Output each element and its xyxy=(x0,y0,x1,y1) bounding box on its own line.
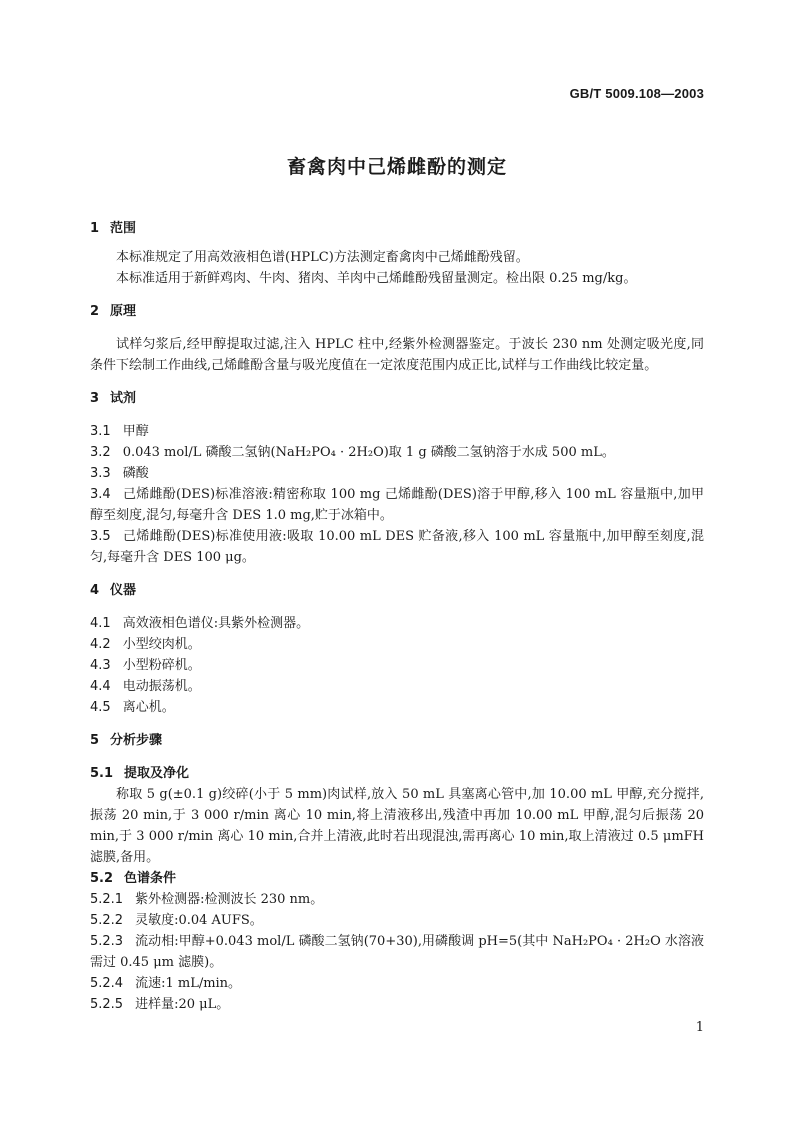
subsection-heading-extraction xyxy=(90,763,704,784)
section-title: 仪器 xyxy=(110,583,137,598)
item-text: 灵敏度:0.04 AUFS。 xyxy=(135,913,263,928)
list-item xyxy=(90,526,704,568)
list-item xyxy=(90,676,704,697)
item-number: 3.1 xyxy=(90,424,111,439)
list-item xyxy=(90,484,704,526)
item-number: 3.3 xyxy=(90,466,111,481)
item-text: 小型粉碎机。 xyxy=(122,658,201,673)
item-number: 5.2.3 xyxy=(90,934,124,949)
standard-number: GB/T 5009.108—2003 xyxy=(569,86,704,101)
subsection-number: 5.2 xyxy=(90,871,114,886)
list-item xyxy=(90,889,704,910)
subsection-title: 色谱条件 xyxy=(124,871,177,886)
item-number: 4.2 xyxy=(90,637,111,652)
list-item xyxy=(90,655,704,676)
paragraph: 试样匀浆后,经甲醇提取过滤,注入 HPLC 柱中,经紫外检测器鉴定。于波长 230 nm 处测定吸光度,同条件下绘制工作曲线,己烯雌酚含量与吸光度值在一定浓度范围内成正比,试样与工作曲线比较定量。 xyxy=(90,337,704,373)
section-title: 范围 xyxy=(110,221,137,236)
item-text: 紫外检测器:检测波长 230 nm。 xyxy=(135,892,324,907)
item-number: 5.2.2 xyxy=(90,913,124,928)
list-item xyxy=(90,421,704,442)
item-number: 5.2.5 xyxy=(90,997,124,1012)
subsection-title: 提取及净化 xyxy=(124,766,190,781)
item-text: 己烯雌酚(DES)标准溶液:精密称取 100 mg 己烯雌酚(DES)溶于甲醇,移入 100 mL 容量瓶中,加甲醇至刻度,混匀,每毫升含 DES 1.0 mg,贮于冰箱中。 xyxy=(90,487,704,523)
paragraph: 本标准规定了用高效液相色谱(HPLC)方法测定畜禽肉中己烯雌酚残留。 xyxy=(116,250,529,265)
item-text: 流速:1 mL/min。 xyxy=(135,976,242,991)
item-text: 离心机。 xyxy=(122,700,175,715)
section-heading-apparatus xyxy=(90,580,704,601)
section-heading-principle xyxy=(90,301,704,322)
section-title: 原理 xyxy=(110,304,137,319)
list-item xyxy=(90,634,704,655)
section-heading-scope xyxy=(90,218,704,239)
item-number: 5.2.4 xyxy=(90,976,124,991)
item-text: 磷酸 xyxy=(122,466,149,481)
page-number: 1 xyxy=(695,1020,704,1035)
item-text: 0.043 mol/L 磷酸二氢钠(NaH₂PO₄ · 2H₂O)取 1 g 磷酸二氢钠溶于水成 500 mL。 xyxy=(122,445,615,460)
item-text: 甲醇 xyxy=(122,424,149,439)
item-number: 4.1 xyxy=(90,616,111,631)
list-item xyxy=(90,994,704,1015)
paragraph: 称取 5 g(±0.1 g)绞碎(小于 5 mm)肉试样,放入 50 mL 具塞离心管中,加 10.00 mL 甲醇,充分搅拌,振荡 20 min,于 3 000 r/min 离心 10 min,将上清液移出,残渣中再加 10.00 mL 甲醇,混匀后振荡 20 min,于 3 000 r/min 离心 10 min,合并上清液,此时若出现混浊,需再离心 10 min,取上清液过 0.5 μmFH 滤膜,备用。 xyxy=(90,787,704,865)
section-number: 5 xyxy=(90,733,100,748)
item-text: 己烯雌酚(DES)标准使用液:吸取 10.00 mL DES 贮备液,移入 100 mL 容量瓶中,加甲醇至刻度,混匀,每毫升含 DES 100 μg。 xyxy=(90,529,704,565)
list-item xyxy=(90,973,704,994)
list-item xyxy=(90,697,704,718)
item-text: 流动相:甲醇+0.043 mol/L 磷酸二氢钠(70+30),用磷酸调 pH=5(其中 NaH₂PO₄ · 2H₂O 水溶液需过 0.45 μm 滤膜)。 xyxy=(90,934,704,970)
page-title: 畜禽肉中己烯雌酚的测定 xyxy=(286,156,507,178)
item-number: 4.4 xyxy=(90,679,111,694)
list-item xyxy=(90,613,704,634)
item-number: 4.3 xyxy=(90,658,111,673)
document-body xyxy=(90,218,704,1015)
subsection-number: 5.1 xyxy=(90,766,114,781)
section-number: 2 xyxy=(90,304,100,319)
list-item xyxy=(90,442,704,463)
section-heading-reagents xyxy=(90,388,704,409)
section-number: 3 xyxy=(90,391,100,406)
item-text: 高效液相色谱仪:具紫外检测器。 xyxy=(122,616,310,631)
item-number: 3.5 xyxy=(90,529,111,544)
item-number: 3.4 xyxy=(90,487,111,502)
section-number: 4 xyxy=(90,583,100,598)
section-title: 分析步骤 xyxy=(110,733,163,748)
item-text: 电动振荡机。 xyxy=(122,679,201,694)
paragraph: 本标准适用于新鲜鸡肉、牛肉、猪肉、羊肉中己烯雌酚残留量测定。检出限 0.25 mg/kg。 xyxy=(116,271,637,286)
section-heading-procedure xyxy=(90,730,704,751)
item-text: 小型绞肉机。 xyxy=(122,637,201,652)
list-item xyxy=(90,463,704,484)
list-item xyxy=(90,931,704,973)
list-item xyxy=(90,910,704,931)
section-title: 试剂 xyxy=(110,391,137,406)
item-text: 进样量:20 μL。 xyxy=(135,997,230,1012)
subsection-heading-chromatography xyxy=(90,868,704,889)
item-number: 4.5 xyxy=(90,700,111,715)
item-number: 3.2 xyxy=(90,445,111,460)
section-number: 1 xyxy=(90,221,100,236)
item-number: 5.2.1 xyxy=(90,892,124,907)
